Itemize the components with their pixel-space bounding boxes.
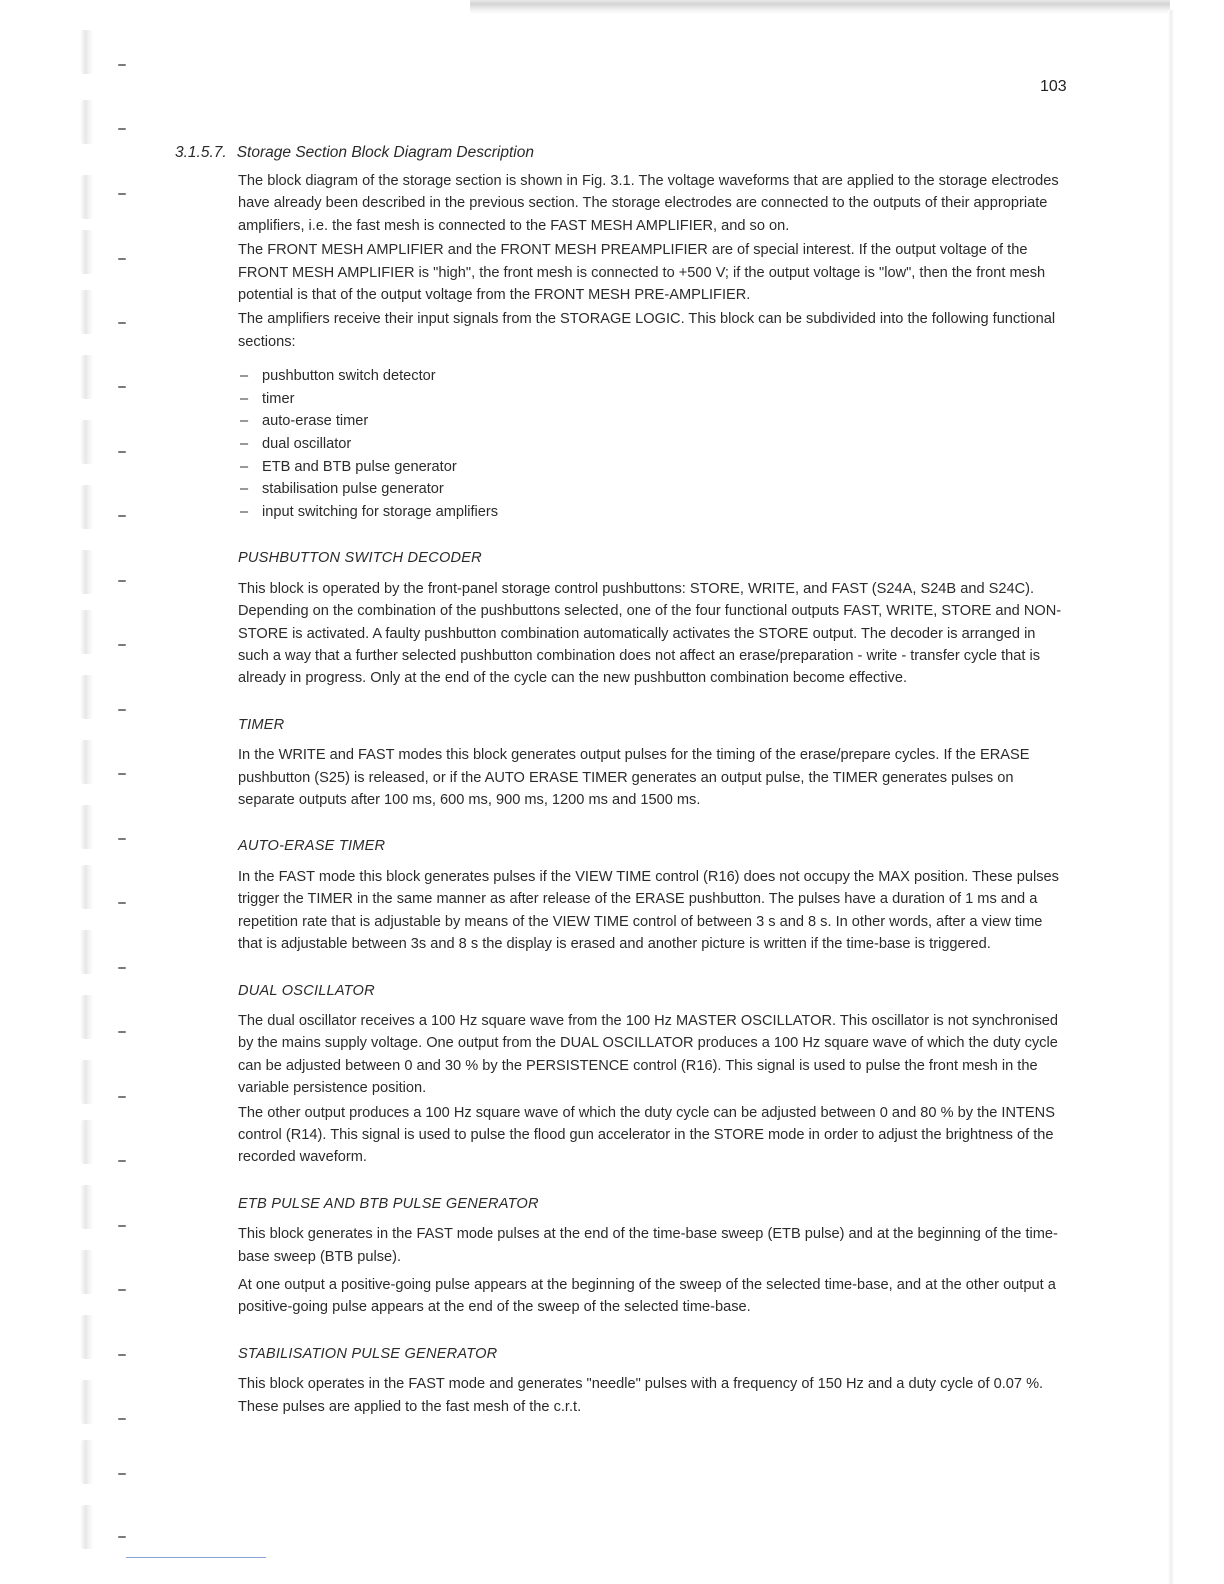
binding-tick [118, 258, 126, 260]
intro-paragraph: The FRONT MESH AMPLIFIER and the FRONT MESH PREAMPLIFIER are of special interest. If the output voltage of the FRONT MESH AMPLIFIER is "high", the front mesh is connected to +500 V; if the output voltage is "low", then the front mesh potential is that of the output voltage from the FRONT MESH PRE-AMPLIFIER. [238, 242, 1046, 304]
binding-tick [118, 1031, 126, 1033]
binding-strip [38, 0, 98, 1584]
section-number: 3.1.5.7. [175, 144, 227, 161]
subsection-paragraph: This block is operated by the front-panel storage control pushbuttons: STORE, WRITE, and FAST (S24A, S24B and S24C). Depending on the combination of the pushbuttons selected, one of the four functional outputs FAST, WRITE, STORE and NON-STORE is activated. A faulty pushbutton combination automatically activates the STORE output. The decoder is arranged in such a way that a further selected pushbutton combination does not affect an erase/preparation - write - transfer cycle that is already in progress. Only at the end of the cycle can the new pushbutton combination become effective. [238, 580, 1062, 687]
binding-hole [80, 30, 94, 74]
subsection-heading-timer: TIMER [238, 716, 285, 733]
binding-hole [80, 805, 94, 849]
subsection-heading-dual-oscillator: DUAL OSCILLATOR [238, 982, 375, 999]
section-title: Storage Section Block Diagram Description [236, 144, 534, 161]
binding-tick [118, 193, 126, 195]
subsection-paragraph: In the WRITE and FAST modes this block generates output pulses for the timing of the erase/prepare cycles. If the ERASE pushbutton (S25) is released, or if the AUTO ERASE TIMER generates an output pulse, the TIMER generates pulses on separate outputs after 100 ms, 600 ms, 900 ms, 1200 ms and 1500 ms. [238, 747, 1030, 809]
binding-tick [118, 515, 126, 517]
binding-hole [80, 930, 94, 974]
binding-hole [80, 1380, 94, 1424]
binding-tick [118, 128, 126, 130]
section-body [238, 170, 1070, 1424]
subsection-paragraph: This block generates in the FAST mode pulses at the end of the time-base sweep (ETB pulse) and at the beginning of the time-base sweep (BTB pulse). [238, 1226, 1058, 1265]
binding-tick [118, 1289, 126, 1291]
footnote-rule [126, 1557, 266, 1558]
binding-hole [80, 175, 94, 219]
scan-top-edge [470, 0, 1170, 14]
list-item: – auto-erase timer [240, 410, 1070, 433]
subsection-paragraph: The dual oscillator receives a 100 Hz square wave from the 100 Hz MASTER OSCILLATOR. This oscillator is not synchronised by the mains supply voltage. One output from the DUAL OSCILLATOR produces a 100 Hz square wave of which the duty cycle can be adjusted between 0 and 30 % by the PERSISTENCE control (R16). This signal is used to pulse the front mesh in the variable persistence position. [238, 1012, 1059, 1097]
binding-tick [118, 451, 126, 453]
binding-hole [80, 550, 94, 594]
binding-hole [80, 1185, 94, 1229]
binding-tick [118, 773, 126, 775]
intro-paragraph: The amplifiers receive their input signals from the STORAGE LOGIC. This block can be subdivided into the following functional sections: [238, 311, 1056, 350]
intro-paragraph: The block diagram of the storage section is shown in Fig. 3.1. The voltage waveforms that are applied to the storage electrodes have already been described in the previous section. The storage electrodes are connected to the outputs of their appropriate amplifiers, i.e. the fast mesh is connected to the FAST MESH AMPLIFIER, and so on. [238, 173, 1059, 234]
page-number: 103 [1040, 78, 1067, 95]
binding-hole [80, 675, 94, 719]
binding-hole [80, 290, 94, 334]
binding-tick [118, 1536, 126, 1538]
subsection-heading-etb-btb-pulse-generator: ETB PULSE AND BTB PULSE GENERATOR [238, 1195, 539, 1212]
binding-hole [80, 1505, 94, 1549]
subsection-paragraph: At one output a positive-going pulse appears at the beginning of the sweep of the selected time-base, and at the other output a positive-going pulse appears at the end of the sweep of the selected time-base. [238, 1276, 1056, 1316]
list-item: – timer [240, 388, 1070, 411]
subsection-heading-pushbutton-switch-decoder: PUSHBUTTON SWITCH DECODER [238, 550, 482, 567]
binding-tick [118, 644, 126, 646]
binding-tick [118, 1225, 126, 1227]
binding-tick [118, 1096, 126, 1098]
binding-tick [118, 64, 126, 66]
binding-tick [118, 1160, 126, 1162]
scan-right-edge [1168, 10, 1174, 1584]
binding-hole [80, 865, 94, 909]
binding-hole [80, 355, 94, 399]
binding-hole [80, 230, 94, 274]
section-heading [175, 144, 534, 162]
binding-hole [80, 1315, 94, 1359]
functional-sections-list [240, 365, 1070, 523]
list-item: – stabilisation pulse generator [240, 478, 1070, 501]
binding-tick [118, 1418, 126, 1420]
binding-hole [80, 420, 94, 464]
list-item: – ETB and BTB pulse generator [240, 456, 1070, 479]
binding-tick [118, 386, 126, 388]
subsection-paragraph: In the FAST mode this block generates pulses if the VIEW TIME control (R16) does not occupy the MAX position. These pulses trigger the TIMER in the same manner as after release of the ERASE pushbutton. The pulses have a duration of 1 ms and a repetition rate that is adjustable by means of the VIEW TIME control of between 3 s and 8 s. In other words, after a view time that is adjustable between 3s and 8 s the display is erased and another picture is written if the time-base is triggered. [238, 868, 1059, 953]
binding-tick [118, 1473, 126, 1475]
list-item: – dual oscillator [240, 433, 1070, 456]
binding-hole [80, 485, 94, 529]
list-item: – input switching for storage amplifiers [240, 501, 1070, 524]
binding-tick [118, 902, 126, 904]
binding-tick [118, 1354, 126, 1356]
binding-tick [118, 580, 126, 582]
binding-tick [118, 322, 126, 324]
binding-hole [80, 1060, 94, 1104]
subsection-paragraph: The other output produces a 100 Hz square wave of which the duty cycle can be adjusted between 0 and 80 % by the INTENS control (R14). This signal is used to pulse the flood gun accelerator in the STORE mode in order to adjust the brightness of the recorded waveform. [238, 1104, 1055, 1166]
binding-hole [80, 1120, 94, 1164]
subsection-heading-auto-erase-timer: AUTO-ERASE TIMER [238, 838, 386, 855]
binding-hole [80, 100, 94, 144]
binding-hole [80, 1440, 94, 1484]
binding-hole [80, 610, 94, 654]
list-item: – pushbutton switch detector [240, 365, 1070, 388]
binding-hole [80, 740, 94, 784]
binding-hole [80, 995, 94, 1039]
binding-tick [118, 967, 126, 969]
binding-tick [118, 838, 126, 840]
binding-hole [80, 1250, 94, 1294]
binding-tick [118, 709, 126, 711]
subsection-paragraph: This block operates in the FAST mode and generates "needle" pulses with a frequency of 150 Hz and a duty cycle of 0.07 %. These pulses are applied to the fast mesh of the c.r.t. [238, 1376, 1044, 1415]
subsection-heading-stabilisation-pulse-generator: STABILISATION PULSE GENERATOR [238, 1345, 498, 1362]
